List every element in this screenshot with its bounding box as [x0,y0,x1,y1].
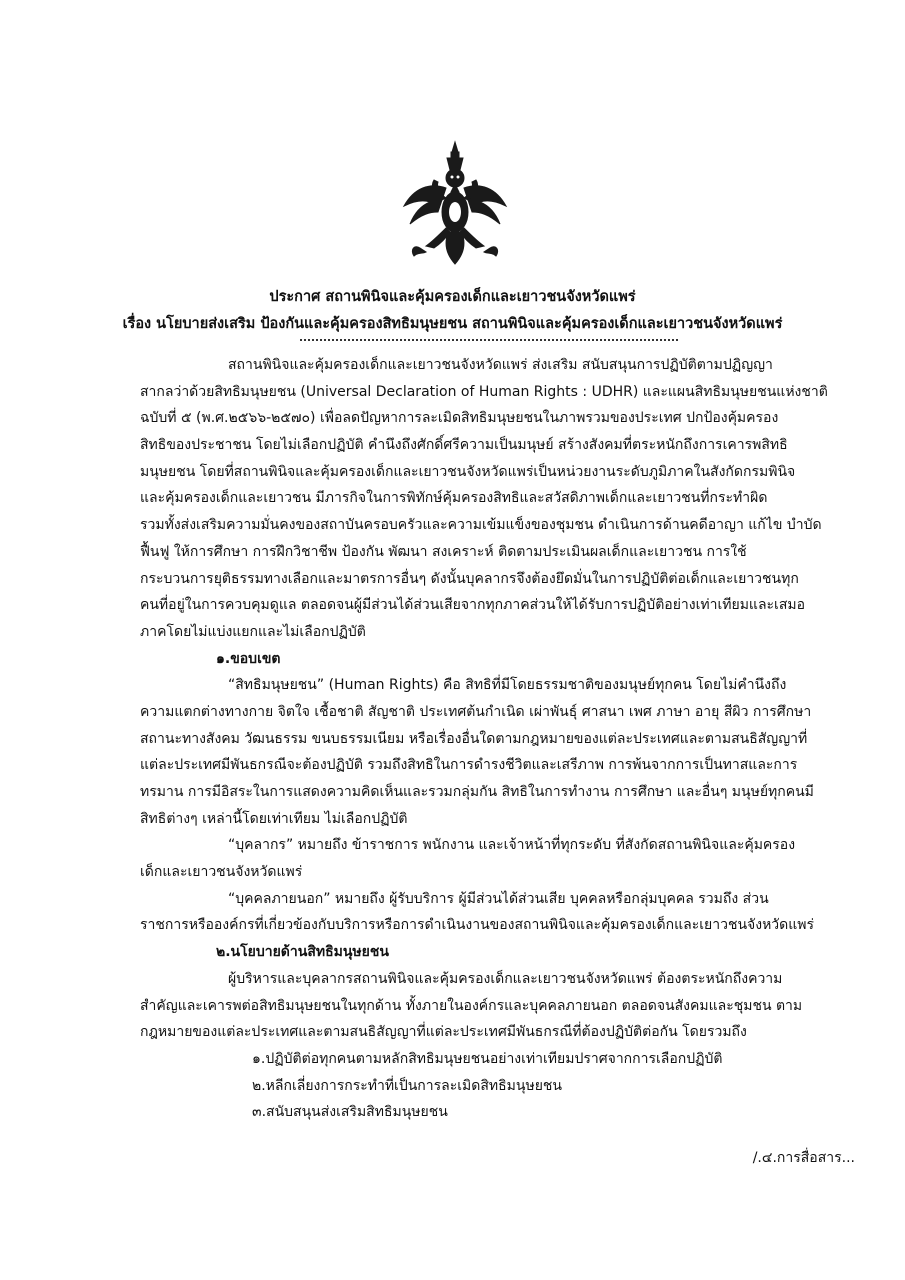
intro-line: มนุษยชน โดยที่สถานพินิจและคุ้มครองเด็กและเยาวชนจังหวัดแพร่เป็นหน่วยงานระดับภูมิภาคในสังกัดกรมพินิจ [140,463,796,480]
intro-line: ภาคโดยไม่แบ่งแยกและไม่เลือกปฏิบัติ [140,623,366,640]
announcement-title: ประกาศ สถานพินิจและคุ้มครองเด็กและเยาวชนจังหวัดแพร่ [269,289,636,305]
page-continuation: /.๔.การสื่อสาร... [752,1150,855,1166]
section-heading-policy: ๒.นโยบายด้านสิทธิมนุษยชน [216,944,389,961]
intro-line: รวมทั้งส่งเสริมความมั่นคงของสถาบันครอบครัวและความเข้มแข็งของชุมชน ดำเนินการด้านคดีอาญา แก้ไข บำบัด [140,517,822,534]
intro-line: กระบวนการยุติธรรมทางเลือกและมาตรการอื่นๆ ดังนั้นบุคลากรจึงต้องยึดมั่นในการปฏิบัติต่อเด็กและเยาวชนทุก [140,570,799,587]
intro-line: สถานพินิจและคุ้มครองเด็กและเยาวชนจังหวัดแพร่ ส่งเสริม สนับสนุนการปฏิบัติตามปฏิญญา [228,357,773,373]
definition-human-rights-line: ความแตกต่างทางกาย จิตใจ เชื้อชาติ สัญชาติ ประเทศต้นกำเนิด เผ่าพันธุ์ ศาสนา เพศ ภาษา อายุ สีผิว การศึกษา [140,703,812,720]
document-body [140,352,860,1126]
policy-intro-line: สำคัญและเคารพต่อสิทธิมนุษยชนในทุกด้าน ทั้งภายในองค์กรและบุคคลภายนอก ตลอดจนสังคมและชุมชน ตาม [140,997,803,1014]
definition-outsiders-line: ราชการหรือองค์กรที่เกี่ยวข้องกับบริการหรือการดำเนินงานของสถานพินิจและคุ้มครองเด็กและเยาวชนจังหวัดแพร่ [140,917,815,934]
intro-line: สากลว่าด้วยสิทธิมนุษยชน (Universal Declaration of Human Rights : UDHR) และแผนสิทธิมนุษยชนแห่งชาติ [140,383,828,400]
policy-intro-line: กฎหมายของแต่ละประเทศและตามสนธิสัญญาที่แต่ละประเทศมีพันธกรณีที่ต้องปฏิบัติต่อกัน โดยรวมถึง [140,1024,747,1041]
definition-human-rights-line: ทรมาน การมีอิสระในการแสดงความคิดเห็นและรวมกลุ่มกัน สิทธิในการทำงาน การศึกษา และอื่นๆ มนุษย์ทุกคนมี [140,784,814,800]
announcement-subject: เรื่อง นโยบายส่งเสริม ป้องกันและคุ้มครองสิทธิมนุษยชน สถานพินิจและคุ้มครองเด็กและเยาวชนจังหวัดแพร่ [122,316,783,332]
definition-human-rights-line: “สิทธิมนุษยชน” (Human Rights) คือ สิทธิที่มีโดยธรรมชาติของมนุษย์ทุกคน โดยไม่คำนึงถึง [228,677,787,694]
definition-personnel-line: “บุคลากร” หมายถึง ข้าราชการ พนักงาน และเจ้าหน้าที่ทุกระดับ ที่สังกัดสถานพินิจและคุ้มครอง [228,837,796,854]
policy-item: ๑.ปฏิบัติต่อทุกคนตามหลักสิทธิมนุษยชนอย่างเท่าเทียมปราศจากการเลือกปฏิบัติ [252,1050,723,1067]
definition-human-rights-line: สิทธิต่างๆ เหล่านี้โดยเท่าเทียม ไม่เลือกปฏิบัติ [140,810,408,827]
policy-item: ๒.หลีกเลี่ยงการกระทำที่เป็นการละเมิดสิทธิมนุษยชน [252,1077,562,1094]
definition-human-rights-line: แต่ละประเทศมีพันธกรณีจะต้องปฏิบัติ รวมถึงสิทธิในการดำรงชีวิตและเสรีภาพ การพ้นจากการเป็นทาสและการ [140,757,798,774]
definition-outsiders-line: “บุคคลภายนอก” หมายถึง ผู้รับบริการ ผู้มีส่วนได้ส่วนเสีย บุคคลหรือกลุ่มบุคคล รวมถึง ส่วน [228,890,769,907]
policy-intro-line: ผู้บริหารและบุคลากรสถานพินิจและคุ้มครองเด็กและเยาวชนจังหวัดแพร่ ต้องตระหนักถึงความ [228,970,783,987]
intro-line: และคุ้มครองเด็กและเยาวชน มีภารกิจในการพิทักษ์คุ้มครองสิทธิและสวัสดิภาพเด็กและเยาวชนที่กระทำผิด [140,490,768,507]
definition-human-rights-line: สถานะทางสังคม วัฒนธรรม ขนบธรรมเนียม หรือเรื่องอื่นใดตามกฎหมายของแต่ละประเทศและตามสนธิสัญญาที่ [140,730,808,747]
intro-line: สิทธิของประชาชน โดยไม่เลือกปฏิบัติ คำนึงถึงศักดิ์ศรีความเป็นมนุษย์ สร้างสังคมที่ตระหนักถึงการเคารพสิทธิ [140,437,788,454]
section-heading-scope: ๑.ขอบเขต [216,650,281,667]
policy-item: ๓.สนับสนุนส่งเสริมสิทธิมนุษยชน [252,1104,448,1121]
definition-personnel-line: เด็กและเยาวชนจังหวัดแพร่ [140,864,303,881]
intro-line: ฟื้นฟู ให้การศึกษา การฝึกวิชาชีพ ป้องกัน พัฒนา สงเคราะห์ ติดตามประเมินผลเด็กและเยาวชน การใช้ [140,543,747,560]
dotted-divider [300,339,678,341]
intro-line: ฉบับที่ ๕ (พ.ศ.๒๕๖๖-๒๕๗๐) เพื่อลดปัญหาการละเมิดสิทธิมนุษยชนในภาพรวมของประเทศ ปกป้องคุ้มครอง [140,410,779,427]
garuda-emblem-icon [400,140,510,270]
intro-line: คนที่อยู่ในการควบคุมดูแล ตลอดจนผู้มีส่วนได้ส่วนเสียจากทุกภาคส่วนให้ได้รับการปฏิบัติอย่างเท่าเทียมและเสมอ [140,597,806,614]
